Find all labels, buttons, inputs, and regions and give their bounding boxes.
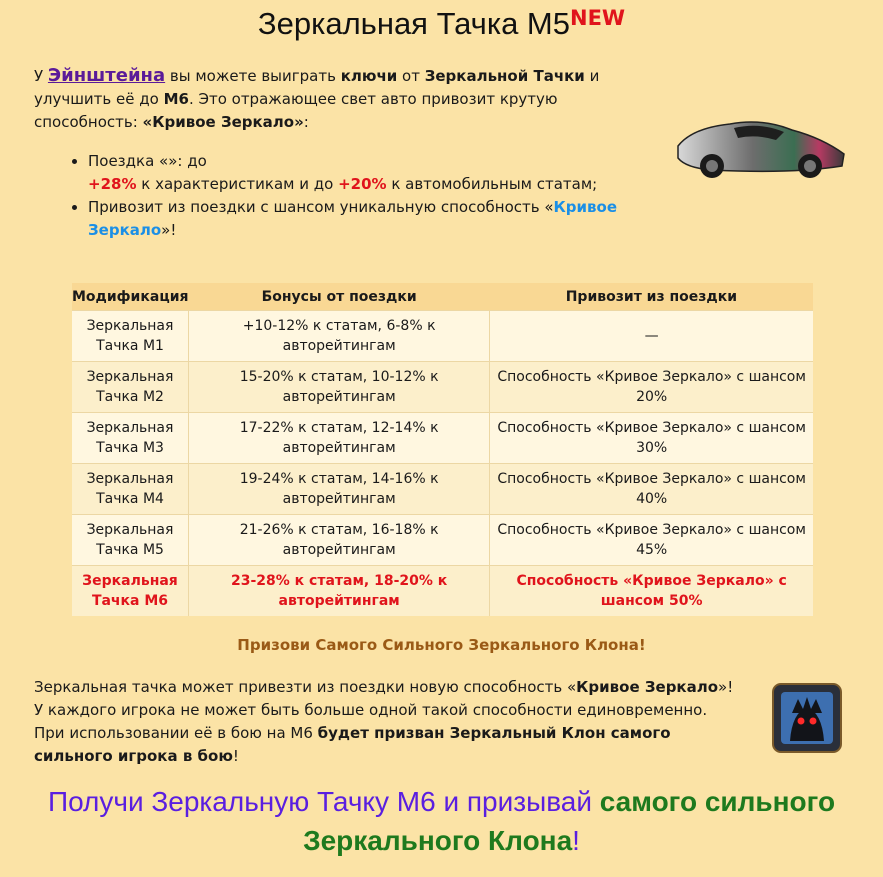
- cell-bonus: 15-20% к статам, 10-12% к авторейтингам: [189, 362, 490, 413]
- mirror-clone-avatar: [772, 683, 842, 753]
- cell-modification: Зеркальная Тачка М5: [72, 515, 189, 566]
- call-to-action: [40, 782, 843, 860]
- header-modification: Модификация: [72, 283, 189, 311]
- cell-modification: Зеркальная Тачка М2: [72, 362, 189, 413]
- bullet-text: к автомобильным статам;: [386, 175, 598, 193]
- intro-text: от: [397, 67, 425, 85]
- list-item: [88, 150, 648, 196]
- table-row: [72, 362, 813, 413]
- cell-bonus: +10-12% к статам, 6-8% к авторейтингам: [189, 311, 490, 362]
- table-row: [72, 515, 813, 566]
- intro-text: У: [34, 67, 48, 85]
- title-text: Зеркальная Тачка М5: [257, 6, 570, 41]
- bullet-list: [70, 150, 648, 242]
- table-row: [72, 413, 813, 464]
- table-row: [72, 311, 813, 362]
- einstein-link[interactable]: Эйнштейна: [47, 65, 166, 86]
- cta-text: !: [572, 825, 580, 856]
- list-item: [88, 196, 648, 242]
- header-rewards: Привозит из поездки: [490, 283, 813, 311]
- modifications-table: [72, 283, 813, 616]
- page-title: [0, 6, 883, 42]
- cell-reward: Способность «Кривое Зеркало» с шансом 45%: [490, 515, 813, 566]
- bullet-text: к характеристикам и до: [136, 175, 339, 193]
- cta-highlight: самого сильного Зеркального Клона: [303, 786, 836, 856]
- bonus-value: +28%: [88, 175, 137, 193]
- cell-reward: Способность «Кривое Зеркало» с шансом 20%: [490, 362, 813, 413]
- intro-paragraph: [34, 64, 634, 134]
- new-badge: NEW: [570, 6, 626, 30]
- intro-text: вы можете выиграть: [165, 67, 341, 85]
- cell-reward: Способность «Кривое Зеркало» с шансом 40%: [490, 464, 813, 515]
- bullet-text: Поездка «»: до: [88, 152, 207, 170]
- cell-modification: Зеркальная Тачка М6: [72, 566, 189, 617]
- mirror-car-image: [672, 108, 852, 188]
- intro-text: и улучшить её до: [34, 67, 600, 108]
- bullet-text: Привозит из поездки с шансом уникальную способность «: [88, 198, 554, 216]
- desc-text: !: [232, 747, 239, 765]
- cell-reward: —: [490, 311, 813, 362]
- cell-modification: Зеркальная Тачка М3: [72, 413, 189, 464]
- clone-description: [34, 676, 734, 768]
- cell-bonus: 21-26% к статам, 16-18% к авторейтингам: [189, 515, 490, 566]
- cell-modification: Зеркальная Тачка М4: [72, 464, 189, 515]
- desc-text: Зеркальная тачка может привезти из поездки новую способность «: [34, 678, 577, 696]
- cell-modification: Зеркальная Тачка М1: [72, 311, 189, 362]
- cell-bonus: 17-22% к статам, 12-14% к авторейтингам: [189, 413, 490, 464]
- cell-reward: Способность «Кривое Зеркало» с шансом 50%: [490, 566, 813, 617]
- cell-reward: Способность «Кривое Зеркало» с шансом 30%: [490, 413, 813, 464]
- ability-name: Кривое Зеркало: [88, 198, 618, 239]
- intro-keys: ключи: [340, 67, 398, 85]
- bullet-text: »!: [161, 221, 177, 239]
- cta-text: Получи Зеркальную Тачку М6 и призывай: [47, 786, 600, 817]
- ability-name: Кривое Зеркало: [576, 678, 719, 696]
- table-row: [72, 464, 813, 515]
- intro-text: :: [303, 113, 309, 131]
- section-subheading: Призови Самого Сильного Зеркального Клона!: [237, 636, 646, 654]
- clone-summon-text: будет призван Зеркальный Клон самого сильного игрока в бою: [34, 724, 671, 765]
- intro-m6: М6: [163, 90, 189, 108]
- table-row-highlighted: [72, 566, 813, 617]
- header-bonuses: Бонусы от поездки: [189, 283, 490, 311]
- cell-bonus: 19-24% к статам, 14-16% к авторейтингам: [189, 464, 490, 515]
- intro-text: . Это отражающее свет авто привозит крутую способность:: [34, 90, 558, 131]
- desc-text: »! У каждого игрока не может быть больше одной такой способности единовременно. При использовании её в бою на М6: [34, 678, 734, 742]
- cell-bonus: 23-28% к статам, 18-20% к авторейтингам: [189, 566, 490, 617]
- bonus-value: +20%: [338, 175, 387, 193]
- intro-ability: «Кривое Зеркало»: [142, 113, 304, 131]
- intro-mirror-car: Зеркальной Тачки: [424, 67, 585, 85]
